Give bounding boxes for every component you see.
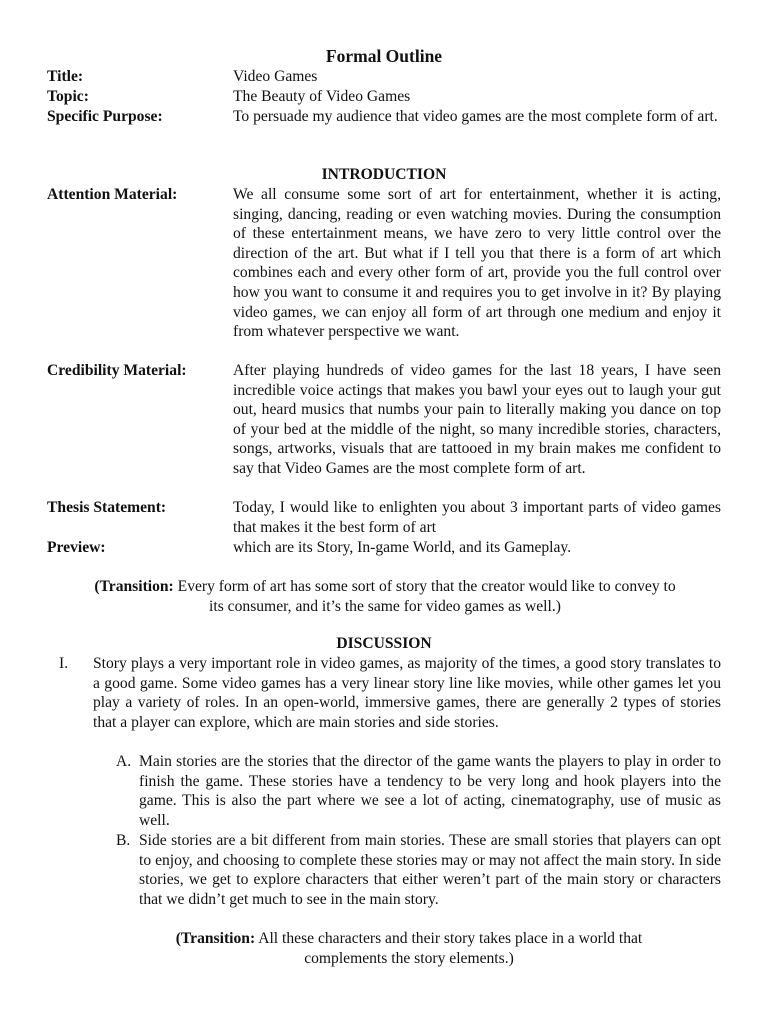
attention-label: Attention Material: — [47, 186, 178, 203]
sub-a-letter: A. — [116, 753, 132, 770]
title-value: Video Games — [233, 68, 318, 85]
preview-text: which are its Story, In-game World, and its Gameplay. — [233, 539, 572, 556]
transition-1-line2: its consumer, and it’s the same for video games as well.) — [209, 597, 561, 615]
thesis-label: Thesis Statement: — [47, 499, 167, 516]
sub-b-text: Side stories are a bit different from main stories. These are small stories that players can opt to enjoy, and choosing to complete these stories may or may not affect the main story. In side stories, we get to explore characters that either weren’t part of the main story or characters that we didn’t get much to see in the main story. — [139, 832, 721, 908]
transition-2-line1: All these characters and their story takes place in a world that — [255, 930, 643, 947]
transition-1-open: ( — [94, 578, 100, 595]
purpose-label: Specific Purpose: — [47, 108, 163, 125]
topic-value: The Beauty of Video Games — [233, 88, 411, 105]
discussion-heading: DISCUSSION — [336, 635, 432, 652]
sub-a-text: Main stories are the stories that the director of the game wants the players to play in order to finish the game. These stories have a tendency to be very long and hook players into the game. This is also the part where we see a lot of acting, cinematography, use of music as well. — [139, 753, 721, 829]
credibility-label: Credibility Material: — [47, 362, 187, 379]
attention-text: We all consume some sort of art for entertainment, whether it is acting, singing, dancing, reading or even watching movies. During the consumption of these entertainment means, we have zero to very little control over the direction of the art. But what if I tell you that there is a form of art which combines each and every other form of art, provide you the full control over how you want to consume it and requires you to get involve in it? By playing video games, we can enjoy all form of art through one medium and enjoy it from whatever perspective we want. — [233, 186, 721, 341]
sub-b-letter: B. — [116, 832, 131, 849]
transition-2-open: ( — [175, 930, 181, 947]
transition-1 — [40, 577, 730, 616]
title-label: Title: — [47, 68, 84, 85]
point-1-numeral: I. — [59, 655, 69, 672]
point-1-text: Story plays a very important role in video games, as majority of the times, a good story translates to a good game. Some video games has a very linear story line like movies, while other games let you play a variety of roles. In an open-world, immersive games, there are generally 2 types of stories that a player can explore, which are main stories and side stories. — [93, 655, 721, 731]
document-heading: Formal Outline — [325, 46, 443, 66]
transition-1-line1: Every form of art has some sort of story that the creator would like to convey to — [173, 578, 676, 595]
transition-2 — [139, 929, 679, 968]
thesis-text: Today, I would like to enlighten you about 3 important parts of video games that makes it the best form of art — [233, 499, 721, 536]
introduction-heading: INTRODUCTION — [321, 166, 447, 183]
credibility-text: After playing hundreds of video games for the last 18 years, I have seen incredible voice actings that makes you bawl your eyes out to laugh your gut out, heard musics that numbs your pain to literally making you dance on top of your bed at the middle of the night, so many incredible stories, characters, songs, artworks, visuals that are tattooed in my brain makes me confident to say that Video Games are the most complete form of art. — [233, 362, 721, 477]
transition-1-label: Transition: — [99, 578, 174, 595]
transition-2-label: Transition: — [180, 930, 256, 947]
preview-label: Preview: — [47, 539, 106, 556]
purpose-value: To persuade my audience that video games are the most complete form of art. — [233, 108, 718, 125]
topic-label: Topic: — [47, 88, 89, 105]
transition-2-line2: complements the story elements.) — [304, 949, 514, 967]
